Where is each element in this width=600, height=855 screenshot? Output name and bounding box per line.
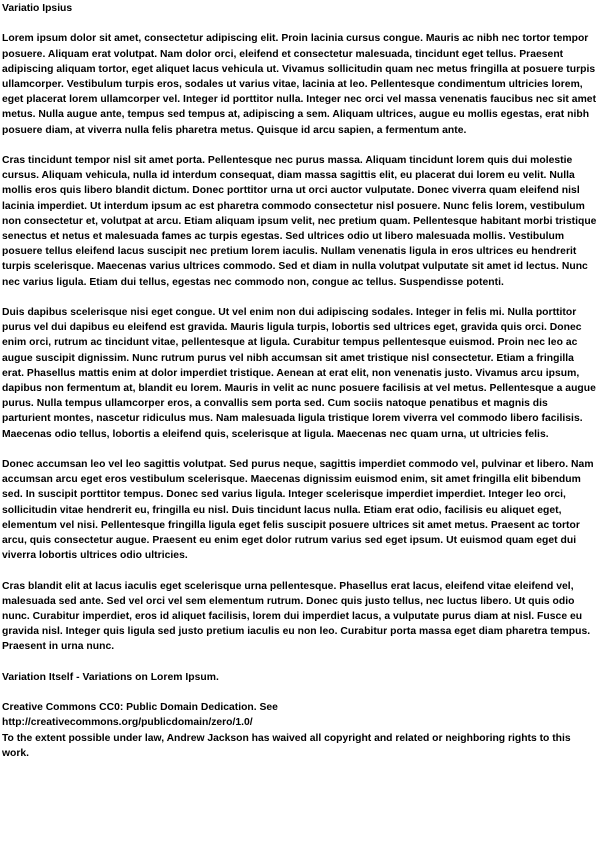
license-block	[2, 700, 598, 761]
paragraph-2: Cras tincidunt tempor nisl sit amet porta. Pellentesque nec purus massa. Aliquam tincidunt lorem quis dui molestie cursus. Aliquam vehicula, nulla id interdum consequat, diam massa sagittis elit, eu placerat dui lorem eu velit. Nulla mollis eros quis libero blandit dictum. Donec porttitor urna ut orci auctor vulputate. Donec viverra quam eleifend nisl lacinia imperdiet. Ut interdum ipsum ac est pharetra commodo consectetur nisl posuere. Nunc felis lorem, vestibulum non consectetur et, volutpat at arcu. Etiam aliquam ipsum velit, nec pretium quam. Pellentesque habitant morbi tristique senectus et netus et malesuada fames ac turpis egestas. Sed ultrices odio ut libero malesuada mollis. Vestibulum posuere tellus eleifend lacus suscipit nec pretium lorem iaculis. Nullam venenatis ligula in eros ultrices eu hendrerit turpis scelerisque. Maecenas varius ultrices commodo. Sed et diam in nulla volutpat vulputate sit amet id lectus. Nunc nec varius ligula. Etiam dui tellus, egestas nec commodo non, congue ac tellus. Suspendisse potenti.	[2, 155, 597, 288]
paragraph-5: Cras blandit elit at lacus iaculis eget scelerisque urna pellentesque. Phasellus erat lacus, eleifend vitae eleifend vel, malesuada sed ante. Sed vel orci vel sem elementum rutrum. Donec quis justo tellus, nec luctus libero. Ut quis odio nunc. Curabitur imperdiet, eros id aliquet facilisis, lorem dui imperdiet lacus, a vulputate purus diam at nisl. Fusce eu gravida nisl. Integer quis ligula sed justo pretium iaculis eu non leo. Curabitur porta massa eget diam pharetra tempus. Praesent in urna nunc.	[2, 580, 591, 653]
license-statement: Creative Commons CC0: Public Domain Dedication. See	[2, 702, 278, 714]
paragraph-3: Duis dapibus scelerisque nisi eget congue. Ut vel enim non dui adipiscing sodales. Integer in felis mi. Nulla porttitor purus vel dui dapibus eu eleifend est gravida. Mauris ligula turpis, lobortis sed ultrices eget, gravida quis orci. Donec enim orci, rutrum ac tincidunt vitae, pellentesque at ligula. Curabitur tempus pellentesque euismod. Proin nec leo ac augue suscipit dignissim. Nunc rutrum purus vel nibh accumsan sit amet tristique nisl consectetur. Etiam a fringilla erat. Phasellus mattis enim at dolor imperdiet tristique. Aenean at erat elit, non venenatis justo. Vivamus arcu ipsum, dapibus non fermentum at, blandit eu lorem. Mauris in velit ac nunc posuere facilisis at vel metus. Pellentesque a augue purus. Nulla tempus ullamcorper eros, a convallis sem porta sed. Cum sociis natoque penatibus et magnis dis parturient montes, nascetur ridiculus mus. Nam malesuada ligula tristique lorem viverra vel commodo libero facilisis. Maecenas odio tellus, lobortis a eleifend quis, scelerisque at ligula. Maecenas nec quam urna, ut ultricies felis.	[2, 307, 596, 440]
paragraph-4: Donec accumsan leo vel leo sagittis volutpat. Sed purus neque, sagittis imperdiet commodo vel, pulvinar et libero. Nam accumsan arcu eget eros vestibulum scelerisque. Maecenas dignissim euismod enim, sit amet fringilla elit bibendum sed. In suscipit porttitor tempus. Donec sed varius ligula. Integer scelerisque imperdiet imperdiet. Integer leo orci, sollicitudin vitae hendrerit eu, fringilla eu nisl. Duis tincidunt lacus nulla. Etiam erat odio, facilisis eu aliquet eget, elementum vel nisi. Pellentesque fringilla ligula eget felis suscipit posuere ultrices sit amet metus. Praesent ac tortor arcu, quis consectetur augue. Praesent eu enim eget dolor rutrum varius sed eget ipsum. Ut euismod quam eget dui viverra lobortis ultrices odio ultricies.	[2, 459, 594, 562]
paragraph-1: Lorem ipsum dolor sit amet, consectetur adipiscing elit. Proin lacinia cursus congue. Mauris ac nibh nec tortor tempor posuere. Aliquam erat volutpat. Nam dolor orci, eleifend et consectetur malesuada, tincidunt eget tellus. Praesent adipiscing aliquam tortor, eget aliquet lacus vehicula ut. Vivamus sollicitudin quam nec metus fringilla at posuere turpis ullamcorper. Vestibulum turpis eros, sodales ut varius vitae, lacinia at leo. Pellentesque condimentum ultricies lorem, eget placerat lorem ullamcorper vel. Integer id porttitor nulla. Integer nec orci vel massa venenatis faucibus nec sit amet metus. Nulla augue ante, tempus sed tempus at, adipiscing a sem. Aliquam ultrices, augue eu mollis egestas, erat nibh posuere diam, at viverra nulla felis pharetra metus. Quisque id arcu sapien, a fermentum ante.	[2, 33, 597, 136]
document-subtitle: Variation Itself - Variations on Lorem Ipsum.	[2, 671, 219, 683]
document-title: Variatio Ipsius	[2, 3, 73, 14]
license-waiver: To the extent possible under law, Andrew Jackson has waived all copyright and related or neighboring rights to this work.	[2, 732, 571, 759]
license-url: http://creativecommons.org/publicdomain/zero/1.0/	[2, 717, 253, 729]
